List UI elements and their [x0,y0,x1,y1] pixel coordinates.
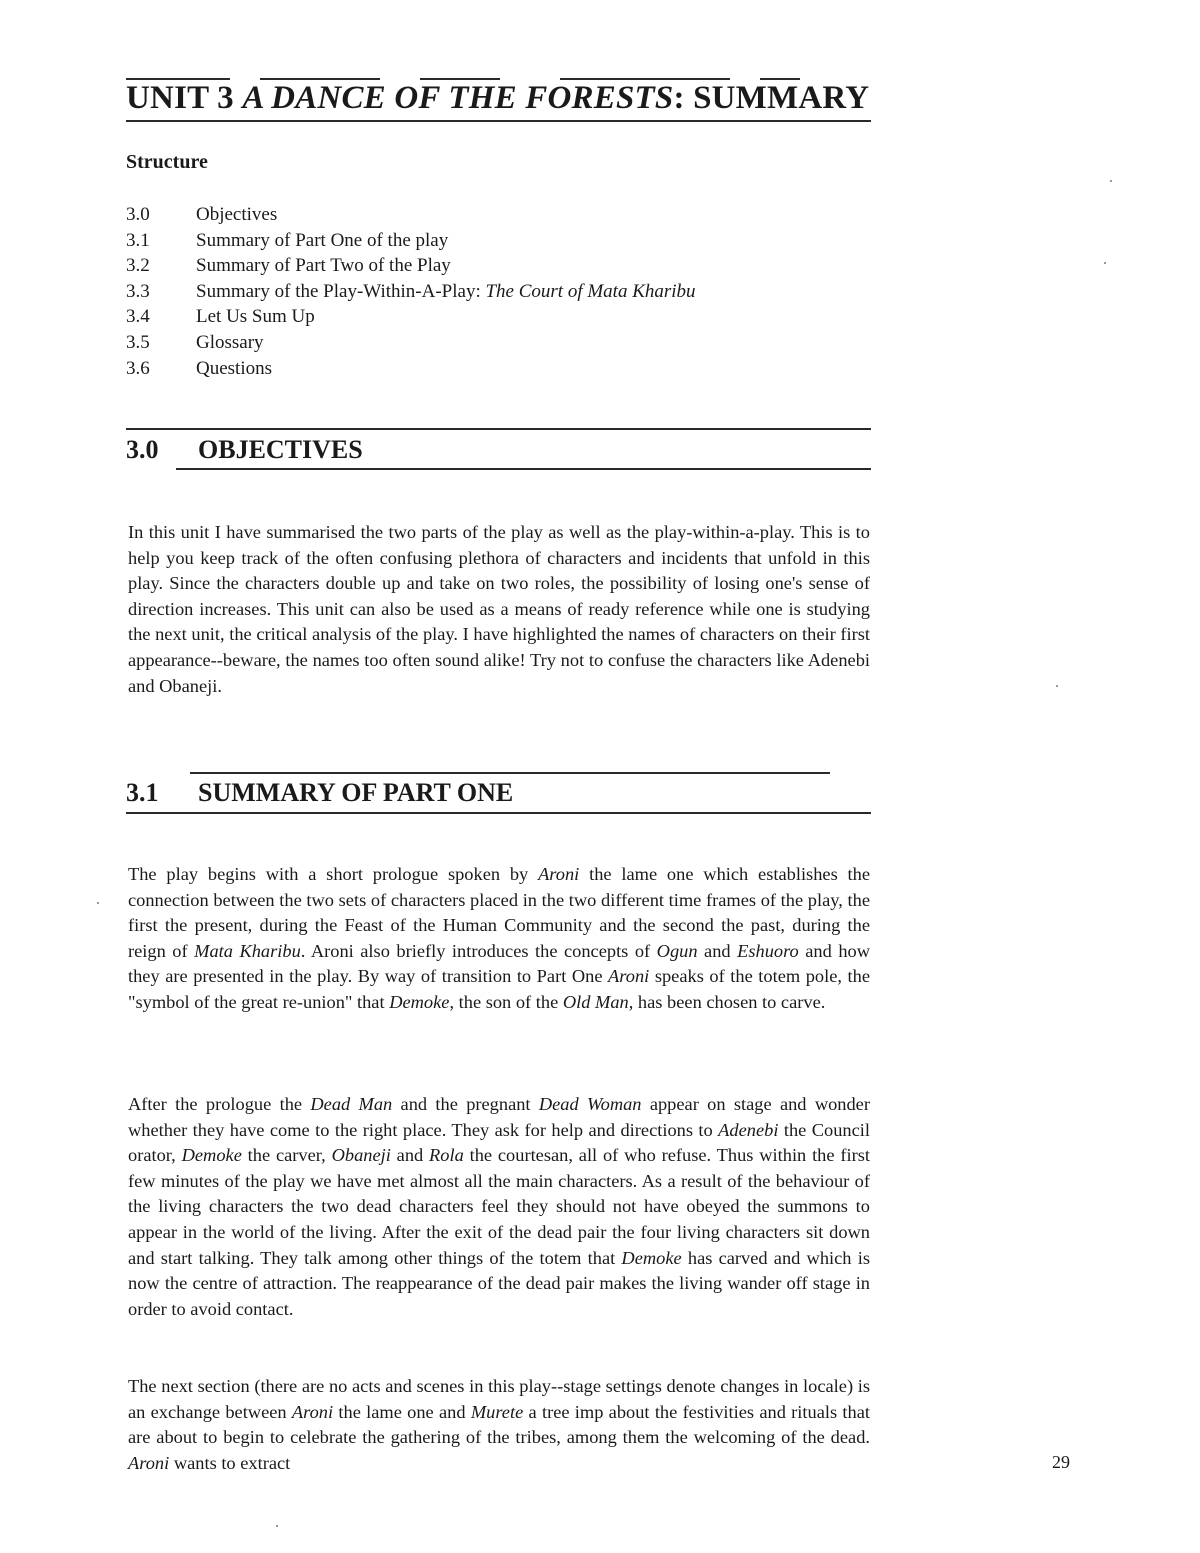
scan-speck [1056,685,1058,687]
character-name: Aroni [291,1401,334,1422]
structure-item-italic: The Court of Mata Kharibu [485,280,696,302]
text: and the pregnant [392,1094,539,1114]
text: . Aroni also briefly introduces the concepts of [300,940,657,961]
structure-item-text: Summary of Part Two of the Play [196,255,451,277]
section-rule-bottom [176,468,871,470]
structure-item [126,304,696,330]
section-heading-objectives [126,435,363,465]
text: The play begins with a short prologue spoken by [128,864,539,884]
structure-item-text: Glossary [196,331,264,353]
part-one-paragraph-2 [128,1092,870,1322]
section-title: SUMMARY OF PART ONE [198,778,514,807]
text: the courtesan, all of who refuse. Thus within the first few minutes of the play we have met almost all the main characters. As a result of the behaviour of the living characters the two dead characters feel they should not have obeyed the summons to appear in the world of the living. After the exit of the dead pair the four living characters sit down and start talking. They talk among other things of the totem that [128,1145,870,1268]
title-rule-top [126,78,230,80]
structure-item [126,202,696,228]
structure-item-text: Objectives [196,204,278,225]
unit-label: UNIT 3 [126,80,234,116]
character-name: Obaneji [331,1145,391,1166]
character-name: Aroni [538,864,580,884]
text: , has been chosen to carve. [628,991,826,1012]
structure-item [126,228,696,254]
text: The next section (there are no acts and scenes in this play--stage settings denote changes in locale) is an exchange between [128,1376,870,1422]
character-name: Aroni [128,1452,170,1473]
section-rule-top [190,772,830,774]
character-name: Adenebi [718,1119,779,1140]
text: the Council orator, [128,1119,870,1166]
character-name: Demoke [389,991,450,1012]
structure-list [126,202,696,381]
character-name: Old Man [562,991,629,1012]
character-name: Dead Man [310,1094,393,1114]
text: After the prologue the [128,1094,311,1114]
title-rule-top [260,78,380,80]
text: a tree imp about the festivities and rituals that are about to begin to celebrate the gathering of the tribes, among them the welcoming of the dead. [128,1401,870,1448]
section-rule-top [126,428,871,430]
unit-title [126,80,869,117]
structure-item-text: Summary of the Play-Within-A-Play: [196,280,486,302]
text: and [697,940,738,961]
structure-item-number: 3.0 [126,204,150,225]
text: has carved and which is now the centre of attraction. The reappearance of the dead pair makes the living wander off stage in order to avoid contact. [128,1247,870,1319]
structure-item-number: 3.4 [126,306,150,328]
title-rule-top [560,78,730,80]
section-title: OBJECTIVES [198,435,363,464]
character-name: Demoke [181,1145,242,1166]
structure-item [126,253,696,279]
title-suffix: : SUMMARY [673,80,870,116]
structure-item-number: 3.1 [126,229,150,251]
text: the carver, [241,1145,332,1166]
text: , the son of the [449,991,563,1012]
character-name: Rola [429,1145,464,1166]
structure-item-number: 3.2 [126,255,150,277]
title-rule-top [420,78,500,80]
character-name: Eshuoro [737,940,799,961]
structure-item-text: Let Us Sum Up [196,306,315,328]
scan-speck [97,902,99,904]
character-name: Demoke [621,1247,682,1268]
text: the lame one which establishes the connection between the two sets of characters placed in the two different time frames of the play, the first the present, during the Feast of the Human Community and the second the past, during the reign of [128,864,871,961]
part-one-paragraph-1 [128,862,870,1016]
structure-item [126,279,696,305]
structure-item-text: Questions [196,357,272,379]
character-name: Ogun [656,940,698,961]
scan-speck [1110,180,1112,182]
objectives-text: In this unit I have summarised the two parts of the play as well as the play-within-a-play. This is to help you keep track of the often confusing plethora of characters and incidents that unfold in this play. Since the characters double up and take on two roles, the possibility of losing one's sense of direction increases. This unit can also be used as a means of ready reference while one is studying the next unit, the critical analysis of the play. I have highlighted the names of characters on their first appearance--beware, the names too often sound alike! Try not to confuse the characters like Adenebi and Obaneji. [128,522,870,696]
section-number: 3.0 [126,435,159,464]
structure-label: Structure [126,151,208,173]
play-title: A DANCE OF THE FORESTS [242,80,674,116]
section-heading-part-one [126,778,513,808]
structure-item [126,330,696,356]
scan-speck [1104,262,1106,264]
text: the lame one and [333,1401,471,1422]
structure-item-number: 3.3 [126,280,150,302]
objectives-paragraph [128,520,870,699]
title-rule-top [760,78,800,80]
character-name: Mata Kharibu [194,940,301,961]
text: appear on stage and wonder whether they have come to the right place. They ask for help and directions to [128,1094,870,1140]
text: wants to extract [169,1452,291,1473]
scan-speck [276,1525,278,1527]
structure-item [126,356,696,382]
text: and how they are presented in the play. By way of transition to Part One [128,940,870,987]
page-number: 29 [1052,1452,1070,1472]
section-rule-bottom [126,812,871,814]
section-number: 3.1 [126,778,159,807]
structure-item-text: Summary of Part One of the play [196,229,449,251]
character-name: Aroni [608,966,650,987]
structure-item-number: 3.6 [126,357,150,379]
part-one-paragraph-3 [128,1374,870,1476]
text: and [390,1145,430,1166]
character-name: Dead Woman [538,1094,642,1114]
character-name: Murete [470,1401,524,1422]
title-rule-bottom [126,120,871,122]
structure-item-number: 3.5 [126,331,150,353]
text: speaks of the totem pole, the "symbol of the great re-union" that [128,966,871,1012]
